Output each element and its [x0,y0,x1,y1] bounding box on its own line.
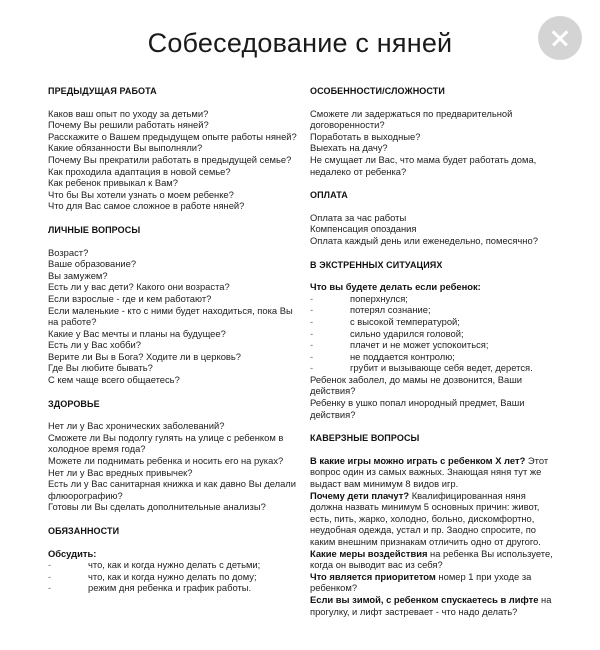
question-line: Есть ли у Вас санитарная книжка и как давно Вы делали флюорографию? [48,478,296,501]
section-heading: ЗДОРОВЬЕ [48,398,100,409]
question-text: Этот вопрос один из самых важных. Знающая няня тут же выдаст вам минимум 8 видов игр. [310,454,549,490]
bullet-text: что, как и когда нужно делать по дому; [88,570,257,582]
section [310,433,560,617]
section [310,260,560,421]
section [310,86,560,177]
tricky-question [310,490,560,548]
question-bold: Какие меры воздействия [310,547,428,559]
question-line: Нет ли у Вас хронических заболеваний? [48,420,225,432]
section-heading: ОПЛАТА [310,190,348,201]
question-line: Почему Вы решили работать няней? [48,119,209,131]
question-line: Верите ли Вы в Бога? Ходите ли в церковь? [48,350,241,362]
tricky-question [310,548,560,571]
question-line: Не смущает ли Вас, что мама будет работать дома, недалеко от ребенка? [310,153,537,177]
question-line: Ребенок заболел, до мамы не дозвонится, Ваши действия? [310,373,522,397]
section [48,399,298,513]
question-line: Сможете ли задержаться по предварительной договоренности? [310,107,513,131]
bullet-dash: - [48,582,52,594]
bullet-text: режим дня ребенка и график работы. [88,582,252,594]
bullet-item [310,362,560,374]
tricky-question [310,455,560,490]
bullet-item [310,316,560,328]
section-heading: ПРЕДЫДУЩАЯ РАБОТА [48,86,157,96]
question-bold: В какие игры можно играть с ребенком Х лет? [310,454,526,466]
bullet-item [310,339,560,351]
bullet-item [310,304,560,316]
bullet-dash: - [310,304,314,316]
tricky-question [310,571,560,594]
question-line: Сможете ли Вы подолгу гулять на улице с ребенком в холодное время года? [48,431,284,455]
question-line: Вы замужем? [48,269,108,281]
question-line: Выехать на дачу? [310,142,388,154]
bullet-item [310,293,560,305]
question-line: Есть ли у Вас хобби? [48,339,141,351]
bullet-text: что, как и когда нужно делать с детьми; [88,559,261,571]
bullet-dash: - [310,315,314,327]
question-line: Расскажите о Вашем предыдущем опыте работы няней? [48,130,297,142]
bullet-item [310,328,560,340]
left-column [48,86,298,607]
bullet-dash: - [310,362,314,374]
section [48,526,298,594]
question-bold: Почему дети плачут? [310,489,410,501]
bullet-dash: - [310,327,314,339]
section-heading: ОСОБЕННОСТИ/СЛОЖНОСТИ [310,86,445,96]
right-column [310,86,560,630]
question-bold: Если вы зимой, с ребенком спускаетесь в лифте [310,593,539,605]
tricky-question [310,594,560,617]
question-line: Возраст? [48,246,89,258]
question-line: Если взрослые - где и кем работают? [48,292,212,304]
bullet-dash: - [48,559,52,571]
section [48,86,298,212]
question-line: Готовы ли Вы сделать дополнительные анализы? [48,501,266,513]
question-line: Почему Вы прекратили работать в предыдущей семье? [48,153,292,165]
page-title: Собеседование с няней [147,28,453,58]
bullet-text: поперхнулся; [350,292,408,304]
question-line: Как ребенок привыкал к Вам? [48,177,178,189]
bullet-text: не поддается контролю; [350,350,455,362]
question-text: номер 1 при уходе за ребенком? [310,570,532,594]
bullet-text: плачет и не может успокоиться; [350,339,489,351]
question-line: Что для Вас самое сложное в работе няней? [48,200,245,212]
section-heading: КАВЕРЗНЫЕ ВОПРОСЫ [310,433,420,444]
subheading: Обсудить: [48,547,97,559]
bullet-dash: - [310,292,314,304]
question-line: Ваше образование? [48,258,137,270]
question-text: Квалифицированная няня должна назвать минимум 5 основных причин: живот, есть, пить, жарко, холодно, больно, дискомфортно, неудобная одежда, устал и пр. Заодно спросите, по каким внешним признакам отличить одно от другого. [310,489,541,547]
section-heading: В ЭКСТРЕННЫХ СИТУАЦИЯХ [310,259,443,270]
section-heading: ЛИЧНЫЕ ВОПРОСЫ [48,224,141,235]
question-line: Каков ваш опыт по уходу за детьми? [48,107,209,119]
bullet-text: с высокой температурой; [350,315,460,327]
bullet-dash: - [310,350,314,362]
question-bold: Что является приоритетом [310,570,436,582]
question-text: на ребенка Вы используете, когда он выводит вас из себя? [310,547,553,571]
question-line: Есть ли у вас дети? Какого они возраста? [48,281,230,293]
question-text: на прогулку, и лифт застревает - что надо делать? [310,593,552,617]
bullet-item [48,582,298,594]
bullet-text: потерял сознание; [350,304,431,316]
question-line: Какие у Вас мечты и планы на будущее? [48,327,226,339]
section [48,225,298,386]
bullet-item [48,571,298,583]
question-line: Оплата за час работы [310,211,407,223]
question-line: Компенсация опоздания [310,223,417,235]
question-line: Что бы Вы хотели узнать о моем ребенке? [48,188,234,200]
bullet-text: грубит и вызывающе себя ведет, дерется. [350,362,533,374]
question-line: Какие обязанности Вы выполняли? [48,142,203,154]
bullet-dash: - [310,339,314,351]
question-line: Как проходила адаптация в новой семье? [48,165,231,177]
question-line: С кем чаще всего общаетесь? [48,374,180,386]
question-line: Оплата каждый день или еженедельно, помесячно? [310,234,538,246]
question-line: Ребенку в ушко попал инородный предмет, Ваши действия? [310,397,525,420]
question-line: Нет ли у Вас вредных привычек? [48,466,193,478]
close-icon[interactable] [538,16,582,60]
bullet-item [310,351,560,363]
subheading: Что вы будете делать если ребенок: [310,281,481,293]
bullet-item [48,559,298,571]
question-line: Поработать в выходные? [310,130,421,142]
question-line: Можете ли поднимать ребенка и носить его на руках? [48,455,284,467]
section-heading: ОБЯЗАННОСТИ [48,526,120,536]
bullet-text: сильно ударился головой; [350,327,464,339]
section [310,190,560,246]
bullet-dash: - [48,570,52,582]
question-line: Если маленькие - кто с ними будет находиться, пока Вы на работе? [48,304,293,328]
question-line: Где Вы любите бывать? [48,362,153,374]
